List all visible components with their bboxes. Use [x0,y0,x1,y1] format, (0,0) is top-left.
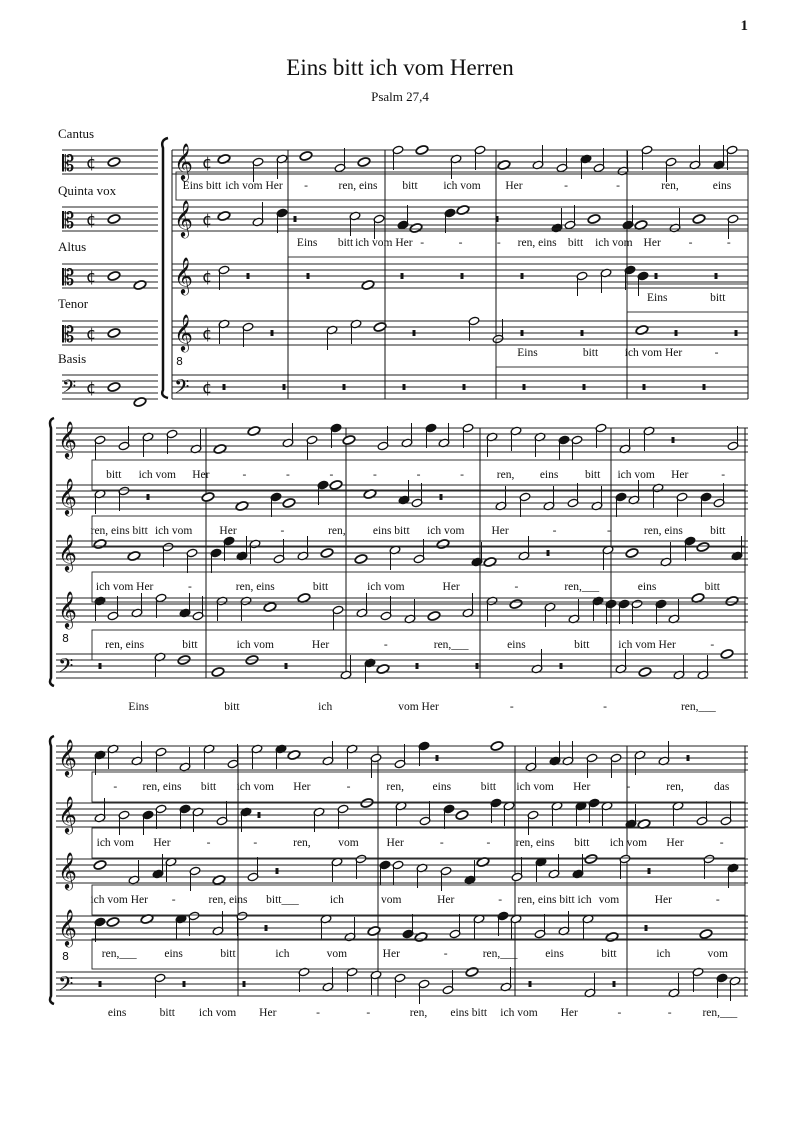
lyric-s1-v0: ren, [496,469,515,481]
system-bracket [50,736,54,1004]
lyric-s1-v2: - [514,581,519,593]
voice-label-altus: Altus [58,239,87,254]
voice-label-tenor: Tenor [58,296,89,311]
lyric-s1-v1: ich vom [427,525,465,537]
note [107,214,121,225]
rest [247,273,250,279]
lyric-s2-v2: vom [598,894,620,906]
lyric-s0-v0: eins [712,180,732,192]
rest [461,273,464,279]
lyric-s1-v3: eins [507,639,526,651]
rest [243,981,246,987]
rest [343,384,346,390]
note [409,223,423,234]
lyric-s1-v0: - [329,469,334,481]
lyric-s1-v1: Her [219,525,237,537]
lyric-s2-v0: - [346,781,351,793]
lyric-s1-v0: - [373,469,377,481]
note [587,214,601,225]
lyric-s1-v0: eins [539,469,559,481]
note [427,611,441,622]
lyric-s1-v0: ich vom [138,469,176,481]
lyric-s1-v0: ich vom [617,469,655,481]
rest [440,494,443,500]
note [692,214,706,225]
treble-clef-icon: 𝄞 [58,590,77,628]
system-bracket [50,418,54,686]
cut-time-icon: ¢ [86,153,97,172]
lyric-s1-v4: bitt [224,701,240,713]
treble-clef-icon: 𝄞 [174,256,193,294]
note [720,649,734,660]
lyric-s0-v1: ren, eins [517,237,557,249]
bass-clef-icon: 𝄢 [58,972,74,1000]
incipit-c-clef-icon: 𝄡 [62,266,75,291]
lyric-s2-v3: bitt [601,948,617,960]
rest [521,330,524,336]
note [107,271,121,282]
lyric-s1-v0: - [721,469,726,481]
lyric-s1-v1: - [280,525,285,537]
rest [645,925,648,931]
lyric-s2-v3: - [443,948,448,960]
note [133,397,147,408]
lyric-s0-v3: ich vom Her [624,347,683,359]
rest [436,755,439,761]
note [456,205,470,216]
lyric-s1-v3: bitt [574,639,590,651]
lyric-s2-v2: Her [654,894,672,906]
lyric-s2-v3: vom [326,948,348,960]
cut-time-icon: ¢ [202,267,213,286]
lyric-s2-v4: ren,___ [702,1007,738,1019]
rest [523,384,526,390]
rest [271,330,274,336]
incipit-c-clef-icon: 𝄡 [62,152,75,177]
lyric-s2-v3: vom [707,948,729,960]
note [263,602,277,613]
rest [285,663,288,669]
rest [476,663,479,669]
lyric-s2-v4: bitt [159,1007,176,1019]
lyric-s2-v2: ren, eins [208,894,248,906]
lyric-s1-v0: bitt [584,469,601,481]
lyric-s2-v3: bitt [220,948,236,960]
rest [560,663,563,669]
rest [99,663,102,669]
octave-marker: 8 [176,355,183,368]
lyric-s2-v1: Her [153,837,171,849]
rest [703,384,706,390]
note [509,599,523,610]
lyric-s1-v3: ich vom [236,639,274,651]
rest [147,494,150,500]
lyric-s2-v1: bitt [574,837,590,849]
lyric-s2-v4: ich vom [500,1007,538,1019]
lyric-s1-v0: - [416,469,421,481]
lyric-s2-v1: ich vom [609,837,648,849]
lyric-s1-v0: Her [671,469,689,481]
lyric-s2-v0: ren, eins [142,781,182,793]
note [201,492,215,503]
lyric-s1-v3: ren, eins [105,639,145,651]
system-bracket [162,138,168,398]
lyric-s2-v0: ren, [666,781,684,793]
lyric-s2-v4: Her [259,1007,277,1019]
note [699,929,713,940]
note [354,554,368,565]
lyric-s1-v3: Her [311,639,330,651]
lyric-s2-v3: Her [382,948,400,960]
lyric-s0-v1: Eins [296,237,318,249]
lyric-s1-v1: bitt [710,525,726,537]
lyric-s1-v2: bitt [312,581,329,593]
rest [547,550,550,556]
lyric-s1-v2: Her [442,581,460,593]
lyric-box [92,939,745,969]
lyric-s2-v1: - [253,837,258,849]
rest [283,384,286,390]
rest [294,216,297,222]
lyric-s2-v0: - [626,781,631,793]
rest [496,216,499,222]
lyric-s1-v4: - [509,701,514,713]
note [361,280,375,291]
lyric-s2-v4: eins [107,1007,127,1019]
lyric-s0-v0: ich vom [443,180,481,192]
note [490,741,504,752]
treble-clef-icon: 𝄞 [174,313,193,351]
bass-clef-icon: 𝄢 [174,375,190,403]
lyric-s0-v0: ich vom Her [225,180,283,192]
lyric-s2-v3: eins [545,948,564,960]
rest [276,868,279,874]
lyric-s0-v0: Eins bitt [182,180,222,192]
lyric-s0-v2: bitt [710,292,726,304]
rest [521,273,524,279]
lyric-s0-v1: - [458,237,463,249]
lyric-s2-v2: bitt___ [266,894,299,906]
rest [687,755,690,761]
cut-time-icon: ¢ [86,378,97,397]
note [483,557,497,568]
lyric-s2-v0: ich vom [516,781,554,793]
lyric-s2-v0: das [714,781,730,793]
rest [583,384,586,390]
lyric-s2-v4: ich vom [198,1007,237,1019]
lyric-s2-v1: vom [338,837,359,849]
lyric-s2-v2: ich vom Her [90,894,148,906]
lyric-s2-v4: - [617,1007,622,1019]
lyric-s1-v1: Her [491,525,509,537]
treble-clef-icon: 𝄞 [174,199,193,237]
lyric-s2-v2: - [171,894,176,906]
treble-clef-icon: 𝄞 [58,420,77,458]
lyric-s1-v0: - [242,469,247,481]
lyric-s1-v3: - [383,639,388,651]
lyric-s1-v2: - [188,581,192,593]
lyric-s2-v2: - [498,894,503,906]
treble-clef-icon: 𝄞 [174,142,193,180]
treble-clef-icon: 𝄞 [58,477,77,515]
lyric-s2-v0: Her [573,781,591,793]
note [342,435,356,446]
lyric-s2-v2: Her [437,894,455,906]
lyric-s2-v1: ren, [293,837,311,849]
treble-clef-icon: 𝄞 [58,533,77,571]
incipit-c-clef-icon: 𝄡 [62,323,75,348]
lyric-s1-v1: eins bitt [372,525,410,537]
lyric-s2-v4: ren, [409,1007,428,1019]
lyric-s1-v4: - [603,701,607,713]
lyric-s2-v0: - [113,781,118,793]
note [282,498,296,509]
lyric-s0-v0: ren, eins [338,180,378,192]
rest [735,330,738,336]
lyric-s0-v1: bitt [337,237,354,249]
lyric-s2-v0: ich vom [236,781,274,793]
cut-time-icon: ¢ [86,324,97,343]
page-subtitle: Psalm 27,4 [371,89,429,104]
lyric-s0-v1: - [688,237,693,249]
lyric-s1-v4: ich [318,701,333,713]
lyric-s1-v0: - [285,469,290,481]
note [217,211,231,222]
cut-time-icon: ¢ [202,153,213,172]
voice-label-cantus: Cantus [58,126,95,141]
note [635,325,649,336]
lyric-s2-v3: ich [656,948,671,960]
note [584,854,598,865]
note [367,926,381,937]
lyric-s2-v2: ich [329,894,344,906]
rest [529,981,532,987]
cut-time-icon: ¢ [86,267,97,286]
note [212,875,226,886]
lyric-s0-v3: Eins [517,347,538,359]
cut-time-icon: ¢ [86,210,97,229]
note [247,426,261,437]
rest [655,273,658,279]
lyric-s1-v3: bitt [182,639,198,651]
lyric-s1-v2: ren,___ [564,581,600,593]
lyric-s2-v1: Her [666,837,684,849]
lyric-s1-v2: eins [637,581,657,593]
note [107,328,121,339]
note [376,664,390,675]
lyric-s2-v4: - [667,1007,672,1019]
lyric-s2-v4: Her [560,1007,578,1019]
note [696,542,710,553]
lyric-s0-v0: - [564,180,568,192]
lyric-s2-v0: eins [432,781,452,793]
lyric-s2-v0: ren, [386,781,404,793]
page-title: Eins bitt ich vom Herren [286,55,514,80]
lyric-s2-v2: vom [381,894,402,906]
rest [183,981,186,987]
lyric-s1-v1: - [552,525,557,537]
note [455,810,469,821]
lyric-s2-v1: ren, eins [515,837,555,849]
lyric-s1-v1: ren, eins bitt [90,525,148,537]
note [213,444,227,455]
note [211,667,225,678]
note [93,860,107,871]
lyric-s2-v1: Her [386,837,404,849]
incipit-bass-clef-icon: 𝄢 [62,377,77,402]
note [93,539,107,550]
rest [258,812,261,818]
lyric-s2-v4: - [316,1007,320,1019]
rest [648,868,651,874]
note [625,548,639,559]
lyric-s0-v1: - [420,237,425,249]
lyric-s0-v0: Her [505,180,523,192]
lyric-s1-v3: ren,___ [433,639,469,651]
note [357,157,371,168]
lyric-s1-v4: ren,___ [680,701,716,713]
lyric-s2-v3: ren,___ [482,948,518,960]
lyric-s0-v3: bitt [582,347,599,359]
lyric-s1-v1: ich vom [154,525,193,537]
lyric-s2-v3: ren,___ [101,948,137,960]
lyric-s1-v3: ich vom Her [618,639,676,651]
voice-label-quinta-vox: Quinta vox [58,183,117,198]
treble-clef-icon: 𝄞 [58,795,77,833]
cut-time-icon: ¢ [202,324,213,343]
lyric-s2-v0: bitt [480,781,497,793]
rest [99,981,102,987]
lyric-s0-v1: - [726,237,731,249]
rest [463,384,466,390]
rest [581,330,584,336]
note [299,151,313,162]
lyric-s0-v1: Her [643,237,661,249]
lyric-s1-v2: ren, eins [235,581,275,593]
note [235,501,249,512]
lyric-s0-v0: ren, [661,180,679,192]
lyric-s1-v2: ich vom Her [95,581,154,593]
note [638,667,652,678]
cut-time-icon: ¢ [202,210,213,229]
lyric-s1-v1: ren, eins [643,525,683,537]
bass-clef-icon: 𝄢 [58,654,74,682]
lyric-s2-v2: ren, eins bitt ich [517,894,592,906]
rest [307,273,310,279]
treble-clef-icon: 𝄞 [58,738,77,776]
voice-label-basis: Basis [58,351,87,366]
lyric-s1-v0: bitt [106,469,122,481]
treble-clef-icon: 𝄞 [58,908,77,946]
octave-marker: 8 [62,950,69,963]
rest [413,330,416,336]
note [329,480,343,491]
rest [675,330,678,336]
lyric-s1-v4: vom Her [398,701,439,713]
lyric-s0-v1: bitt [567,237,584,249]
lyric-s0-v0: - [616,180,620,192]
lyric-s0-v1: ich vom [595,237,633,249]
note [465,967,479,978]
lyric-s2-v1: - [486,837,491,849]
lyric-s2-v0: bitt [200,781,217,793]
lyric-s2-v1: - [719,837,724,849]
lyric-s2-v3: ich [275,948,290,960]
note [107,382,121,393]
lyric-s2-v1: - [206,837,211,849]
lyric-s0-v1: ich vom Her [355,237,413,249]
rest [403,384,406,390]
lyric-s1-v1: ren, [328,525,346,537]
lyric-box [92,772,745,802]
lyric-s1-v0: - [460,469,464,481]
lyric-s2-v0: Her [293,781,311,793]
note [415,145,429,156]
note [360,798,374,809]
lyric-s0-v3: - [714,347,719,359]
lyric-s2-v3: eins [164,948,183,960]
rest [672,437,675,443]
lyric-s2-v4: - [366,1007,371,1019]
octave-marker: 8 [62,632,69,645]
lyric-s1-v1: - [607,525,611,537]
lyric-s1-v0: Her [192,469,210,481]
page-number: 1 [740,18,748,34]
note [605,932,619,943]
rest [715,273,718,279]
lyric-s2-v1: - [439,837,444,849]
rest [223,384,226,390]
note [287,750,301,761]
rest [613,981,616,987]
lyric-s0-v0: bitt [402,180,418,192]
treble-clef-icon: 𝄞 [58,851,77,889]
lyric-box [92,885,745,915]
note [320,548,334,559]
note [436,539,450,550]
incipit-c-clef-icon: 𝄡 [62,209,75,234]
rest [265,925,268,931]
rest [643,384,646,390]
lyric-s2-v4: eins bitt [450,1007,488,1019]
rest [401,273,404,279]
lyric-s1-v4: Eins [128,701,149,713]
note [725,596,739,607]
lyric-s2-v1: ich vom [96,837,134,849]
note [133,280,147,291]
lyric-s0-v1: - [496,237,501,249]
lyric-s2-v2: - [715,894,720,906]
lyric-s0-v2: Eins [647,292,668,304]
lyric-s0-v0: - [304,180,308,192]
note [107,157,121,168]
lyric-s1-v3: - [710,639,715,651]
note [497,160,511,171]
note [106,917,120,928]
lyric-s1-v2: bitt [704,581,721,593]
note [127,551,141,562]
rest [416,663,419,669]
lyric-s1-v2: ich vom [367,581,405,593]
note [414,932,428,943]
note [217,154,231,165]
cut-time-icon: ¢ [202,378,213,397]
